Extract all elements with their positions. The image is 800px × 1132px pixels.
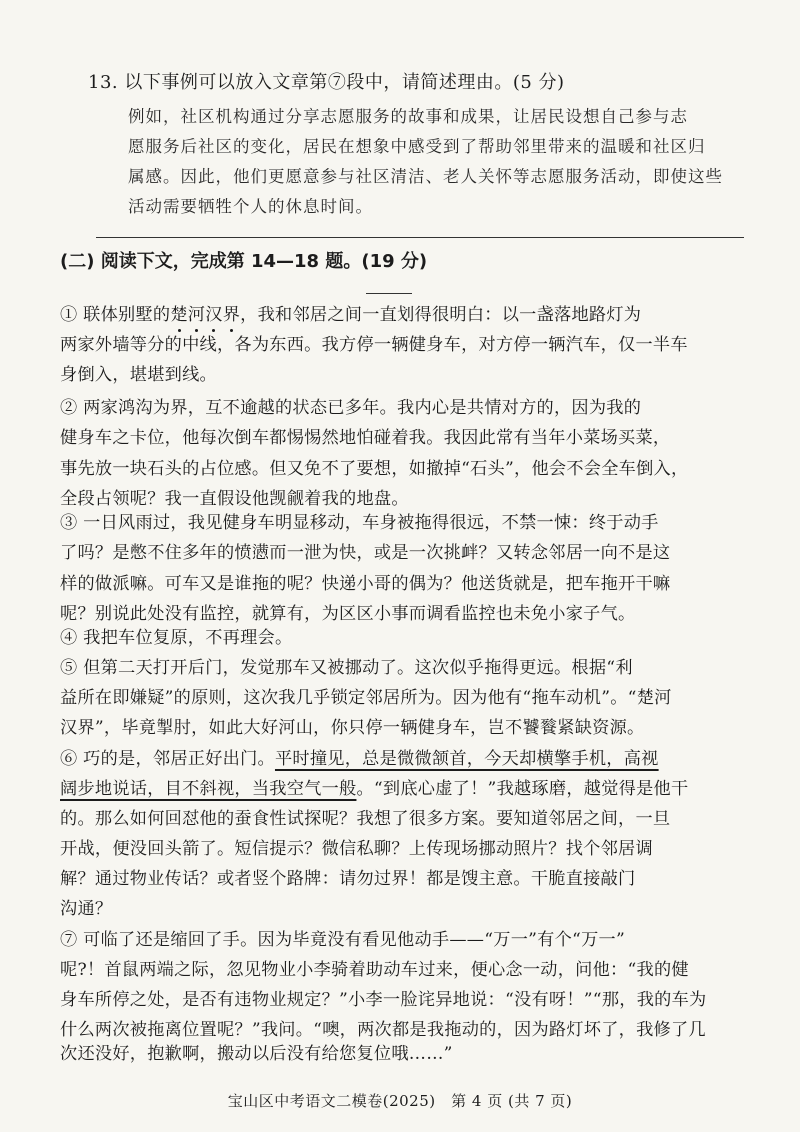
article-line: 开战，便没回头箭了。短信提示？微信私聊？上传现场挪动照片？找个邻居调 — [60, 839, 653, 859]
q13-answer-line: 愿服务后社区的变化，居民在想象中感受到了帮助邻里带来的温暖和社区归 — [128, 137, 706, 156]
article-line: 身倒入，堪堪到线。 — [60, 365, 217, 385]
answer-rule-line — [96, 237, 744, 238]
underlined-text: 平时撞见，总是微微颔首，今天却横擎手机，高视 — [274, 749, 659, 769]
article-line: 什么两次被拖离位置呢？”我问。“噢，两次都是我拖动的，因为路灯坏了，我修了几 — [60, 1020, 706, 1040]
article-line: 呢?！首鼠两端之际，忽见物业小李骑着助动车过来，便心念一动，问他：“我的健 — [60, 960, 689, 980]
section-2-title: (二) 阅读下文，完成第 14—18 题。(19 分) — [60, 251, 428, 272]
article-line: 的。那么如何回怼他的蚕食性试探呢？我想了很多方案。要知道邻居之间，一旦 — [60, 809, 671, 829]
article-line: 身车所停之处，是否有违物业规定？”小李一脸诧异地说：“没有呀！”“那，我的车为 — [60, 990, 707, 1010]
article-line: 沟通？ — [60, 899, 113, 919]
article-line: ③ 一日风雨过，我见健身车明显移动，车身被拖得很远，不禁一悚：终于动手 — [60, 513, 659, 533]
emphasis-dot-char: 楚 — [170, 305, 188, 325]
q13-answer-line: 活动需要牺牲个人的休息时间。 — [128, 197, 373, 216]
article-line: 事先放一块石头的占位感。但又免不了要想，如撤掉“石头”，他会不会全车倒入， — [60, 459, 689, 479]
article-line: 次还没好，抱歉啊，搬动以后没有给您复位哦……” — [60, 1044, 453, 1064]
article-line: 两家外墙等分的中线，各为东西。我方停一辆健身车，对方停一辆汽车，仅一半车 — [60, 335, 688, 355]
emphasis-dot-char: 河 — [187, 305, 206, 325]
article-line: ② 两家鸿沟为界，互不逾越的状态已多年。我内心是共情对方的，因为我的 — [60, 398, 642, 418]
article-line: ⑥ 巧的是，邻居正好出门。平时撞见，总是微微颔首，今天却横擎手机，高视 — [60, 749, 659, 769]
underlined-text: 阔步地说话，目不斜视，当我空气一般 — [60, 779, 357, 799]
q13-answer-line: 属感。因此，他们更愿意参与社区清洁、老人关怀等志愿服务活动，即使这些 — [128, 167, 723, 186]
article-line: ⑦ 可临了还是缩回了手。因为毕竟没有看见他动手——“万一”有个“万一” — [60, 930, 625, 950]
article-line: 解？通过物业传话？或者竖个路牌：请勿过界！都是馊主意。干脆直接敲门 — [60, 869, 636, 889]
question-13-title: 13. 以下事例可以放入文章第⑦段中，请简述理由。(5 分) — [88, 72, 565, 93]
article-line: ⑤ 但第二天打开后门，发觉那车又被挪动了。这次似乎拖得更远。根据“利 — [60, 658, 633, 678]
article-line: 健身车之卡位，他每次倒车都惕惕然地怕碰着我。我因此常有当年小菜场买菜， — [60, 428, 671, 448]
article-line: 益所在即嫌疑”的原则，这次我几乎锁定邻居所为。因为他有“拖车动机”。“楚河 — [60, 688, 672, 708]
article-line: ④ 我把车位复原，不再理会。 — [60, 628, 293, 648]
page-footer: 宝山区中考语文二模卷(2025) 第 4 页 (共 7 页) — [227, 1092, 573, 1110]
emphasis-dot-char: 汉 — [205, 305, 223, 325]
article-line: 了吗？是憋不住多年的愤懑而一泄为快，或是一次挑衅？又转念邻居一向不是这 — [60, 543, 671, 563]
article-line: 全段占领呢？我一直假设他觊觎着我的地盘。 — [60, 489, 409, 509]
article-title-blank — [366, 293, 412, 294]
article-line: 汉界”，毕竟掣肘，如此大好河山，你只停一辆健身车，岂不饕餮紧缺资源。 — [60, 718, 645, 738]
article-line: 样的做派嘛。可车又是谁拖的呢？快递小哥的偶为？他送货就是，把车拖开干嘛 — [60, 574, 671, 594]
q13-answer-line: 例如，社区机构通过分享志愿服务的故事和成果，让居民设想自己参与志 — [128, 107, 688, 126]
emphasis-dot-char: 界 — [222, 305, 241, 325]
article-line: 呢？别说此处没有监控，就算有，为区区小事而调看监控也未免小家子气。 — [60, 604, 636, 624]
article-line: ① 联体别墅的楚河汉界，我和邻居之间一直划得很明白：以一盏落地路灯为 — [60, 305, 642, 325]
article-line: 阔步地说话，目不斜视，当我空气一般。“到底心虚了！”我越琢磨，越觉得是他干 — [60, 779, 689, 799]
